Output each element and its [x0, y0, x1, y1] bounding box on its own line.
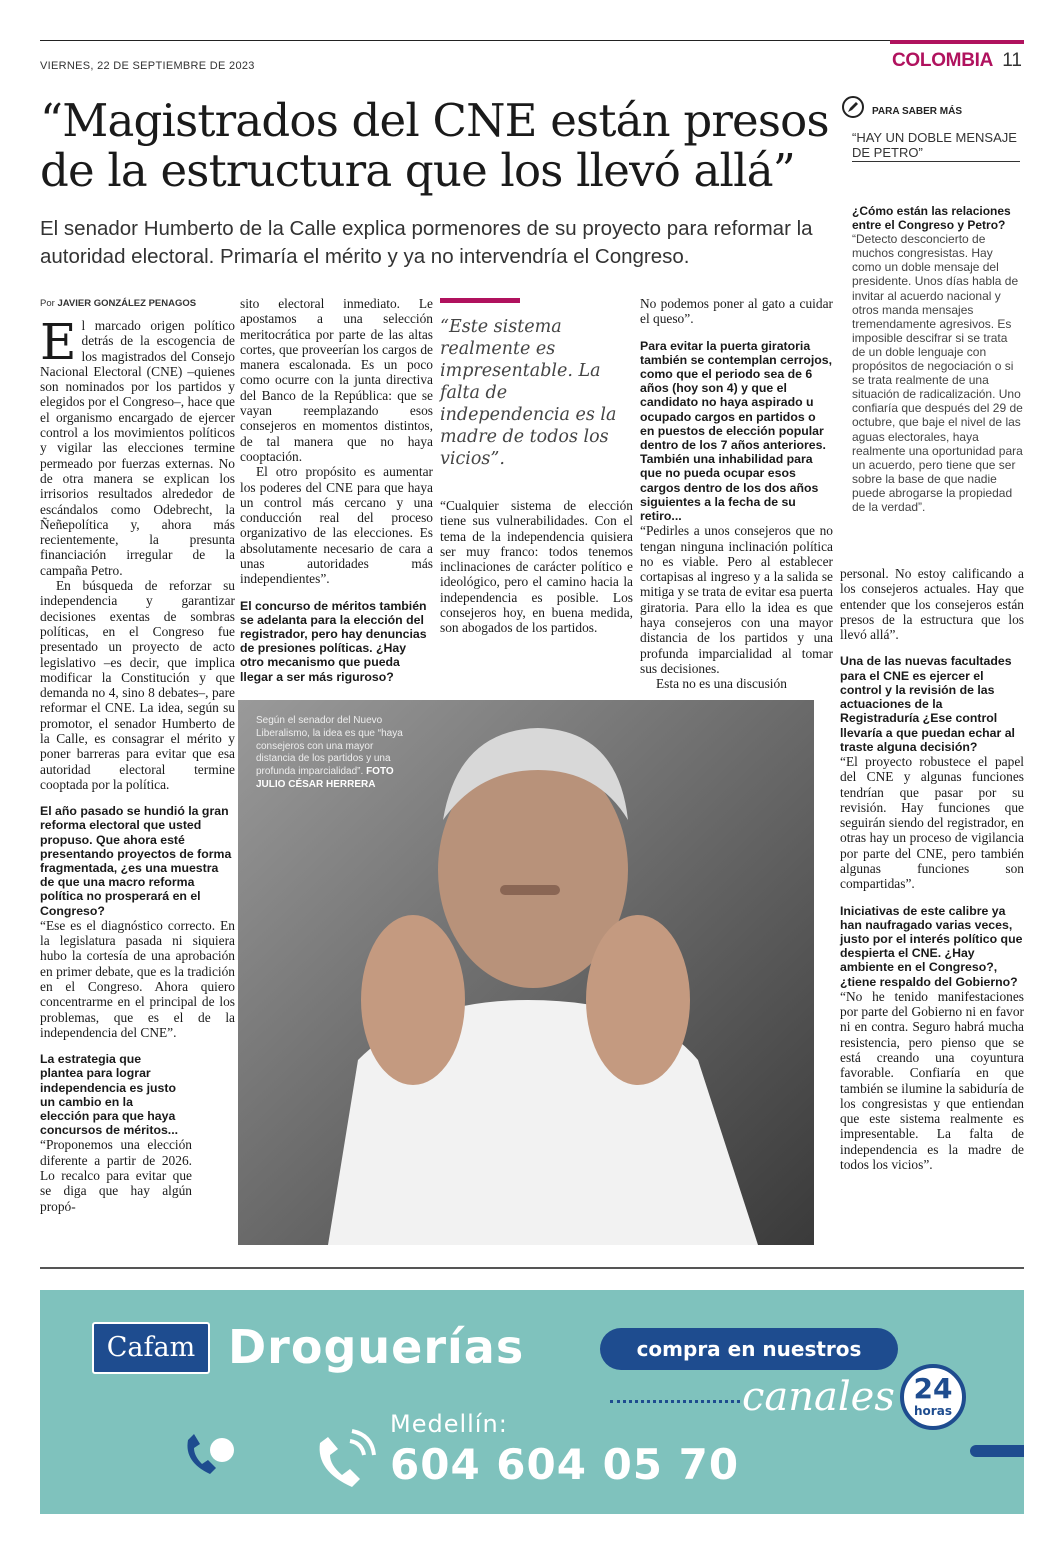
sidebar-question: ¿Cómo están las relaciones entre el Congreso y Petro?	[852, 204, 1011, 233]
paragraph: sito electoral inmediato. Le apostamos a una selección meritocrática por parte de las altas cortes, que proveerían los cargos de manera escalonada. Es un poco como ocurre con la junta directiva del Banco de la República: que se vayan reemplazando esos consejeros en momentos distintos, de tal manera que no haya cooptación.	[240, 296, 433, 464]
page-number: 11	[1002, 50, 1022, 71]
article-column-5	[840, 566, 1024, 1172]
paragraph: personal. No estoy calificando a los consejeros actuales. Hay que entender que los consejeros están presos de la estructura que los llevó allá”.	[840, 566, 1024, 643]
intro-text: l marcado origen político detrás de la escogencia de los magistrados del Consejo Nacional Electoral (CNE) –quienes son nominados por los partidos y elegidos por el Congreso–, hace que el organismo encargado de ejercer control a los movimientos políticos y vigilar las elecciones termine permeado por fuerzas externas. No de otra manera se explican los irrisorios resultados alrededor de escándalos como Odebrecht, la Ñeñepolítica y, ahora más recientemente, la presunta financiación irregular de la campaña Petro.	[40, 318, 235, 578]
badge-number: 24	[913, 1372, 953, 1405]
interview-answer: “Proponemos una elección diferente a partir de 2026. Lo recalco para evitar que se diga que hay algún propó-	[40, 1137, 192, 1214]
paragraph: En búsqueda de reforzar su independencia y garantizar decisiones exentas de sombras políticas, en el Congreso fue presentado un proyecto de acto legislativo –es decir, que implica modificar la Constitución y que demanda no 4, sino 8 debates–, pare reformar el CNE. La idea, según su promotor, el senador Humberto de la Calle, es consagrar el mérito y poner barreras para evitar que esa autoridad electoral termine cooptada por la política.	[40, 578, 235, 792]
ad-stripe	[970, 1445, 1024, 1457]
phone-dot-icon	[180, 1420, 240, 1480]
ad-phone-number[interactable]: 604 604 05 70	[390, 1440, 740, 1489]
byline-prefix: Por	[40, 298, 55, 309]
article-column-1	[40, 313, 235, 1214]
pen-icon	[842, 96, 864, 118]
sidebar-answer: “Detecto desconcierto de muchos congresistas. Hay como un doble mensaje del presidente. Unos días habla de invitar al acuerdo nacional y otros manda mensajes tremendamente agresivos. Es imposible descifrar si se trata de un doble lenguaje con propósitos de negociación o si se trata realmente de una situación de radicalización. Uno confiaría que después del 29 de octubre, que baje el nivel de las aguas electorales, haya realmente una oportunidad para un acuerdo, pero tiene que ser sobre la base de que nadie puede abrogarse la propiedad de la verdad”.	[852, 232, 1023, 514]
interview-answer: “No he tenido manifestaciones por parte del Gobierno ni en favor ni en contra. Seguro habrá mucha resistencia, pero pienso que se está creando una coyuntura favorable. Confiaría en que también se ilumine la sabiduría de los congresistas y que entiendan que este sistema realmente es impresentable. La falta de independencia es la madre de todos los vicios”.	[840, 988, 1024, 1173]
paragraph: Esta no es una discusión	[656, 676, 787, 692]
ad-dotted-line	[610, 1400, 740, 1403]
interview-answer: “Pedirles a unos consejeros que no tengan ninguna inclinación política no es viable. Pero al establecer cortapisas al ingreso y a la salida se mitiga y se trata de evitar esa puerta giratoria. Para ello la idea es que haya consejeros con una mayor distancia de los partidos y una profunda imparcialidad al tomar sus decisiones.	[640, 523, 833, 676]
interview-question: El año pasado se hundió la gran reforma electoral que usted propuso. Que ahora esté presentando proyectos de forma fragmentada, ¿es una muestra de que una macro reforma política no prosperará en el Congreso?	[40, 804, 232, 918]
interview-question: La estrategia que plantea para lograr independencia es justo un cambio en la elección para que haya concursos de méritos...	[40, 1052, 179, 1138]
interview-question: Una de las nuevas facultades para el CNE es ejercer el control y la revisión de las actuaciones de la Registraduría ¿Ese control llevaría a que puedan echar al traste alguna decisión?	[840, 654, 1015, 754]
headline-line-1: “Magistrados del CNE están presos	[40, 94, 829, 147]
article-column-2	[240, 296, 433, 684]
caption-text: Según el senador del Nuevo Liberalismo, la idea es que “haya consejeros con una mayor distancia de los partidos y una profunda imparcialidad”.	[256, 715, 403, 778]
24-hours-badge	[900, 1364, 966, 1430]
ad-city: Medellín:	[390, 1410, 508, 1438]
issue-date: VIERNES, 22 DE SEPTIEMBRE DE 2023	[40, 60, 255, 72]
subheadline: El senador Humberto de la Calle explica pormenores de su proyecto para reformar la autoridad electoral. Primaría el mérito y ya no intervendría el Congreso.	[40, 217, 813, 268]
article-column-4	[640, 296, 833, 692]
byline-author: JAVIER GONZÁLEZ PENAGOS	[57, 298, 197, 309]
photo-credit: FOTO JULIO CÉSAR HERRERA	[256, 766, 394, 790]
drop-cap: E	[40, 313, 77, 371]
badge-label: horas	[914, 1404, 952, 1418]
sidebar-kicker: PARA SABER MÁS	[872, 106, 963, 117]
section-name: COLOMBIA	[892, 50, 994, 71]
interview-question: Iniciativas de este calibre ya han naufragado varias veces, justo por el interés político que despierta el CNE. ¿Hay ambiente en el Congreso?, ¿tiene respaldo del Gobierno?	[840, 903, 1023, 989]
phone-icon	[310, 1425, 380, 1495]
ad-pill: compra en nuestros	[600, 1328, 898, 1370]
pull-quote-bar	[440, 298, 520, 303]
bottom-rule	[40, 1267, 1024, 1269]
article-column-3	[440, 498, 633, 636]
top-rule	[40, 40, 1024, 41]
headline	[40, 96, 830, 196]
sidebar-body	[852, 204, 1024, 514]
advertisement[interactable]	[40, 1290, 1024, 1514]
interview-answer: “Ese es el diagnóstico correcto. En la legislatura pasada ni siquiera hubo la cortesía de una aprobación en primer debate, que es la tradición en el Congreso. Ahora quiero concentrarme en el principal de los problemas, que es el de la independencia del CNE”.	[40, 917, 235, 1040]
interview-question: Para evitar la puerta giratoria también se contemplan cerrojos, como que el periodo sea de 6 años (hoy son 4) y que el candidato no haya aspirado u ocupado cargos en partidos o en puestos de elección popular dentro de los 7 años anteriores. También una inhabilidad para que no pueda ocupar esos cargos dentro de los dos años siguientes a la fecha de su retiro...	[640, 338, 833, 524]
byline	[40, 298, 196, 309]
interview-answer: “Cualquier sistema de elección tiene sus vulnerabilidades. Con el tema de la independencia quisiera ser muy franco: todos tenemos inclinaciones de carácter político e ideológico, pero el camino hacia la independencia es posible. Los consejeros hoy, en buena medida, son abogados de los partidos.	[440, 498, 633, 636]
sidebar-title: “HAY UN DOBLE MENSAJE DE PETRO”	[852, 130, 1020, 162]
section-header	[890, 40, 1024, 72]
ad-brand: Droguerías	[228, 1320, 525, 1374]
paragraph: No podemos poner al gato a cuidar el queso”.	[640, 296, 833, 327]
interview-question: El concurso de méritos también se adelanta para la elección del registrador, pero hay denuncias de presiones políticas. ¿Hay otro mecanismo que pueda llegar a ser más riguroso?	[240, 598, 427, 684]
pull-quote: “Este sistema realmente es impresentable. La falta de independencia es la madre de todos los vicios”.	[440, 317, 617, 469]
cafam-logo: Cafam	[92, 1322, 210, 1374]
photo-caption	[256, 715, 406, 792]
headline-line-2: de la estructura que los llevó allá”	[40, 144, 795, 197]
interview-answer: “El proyecto robustece el papel del CNE y algunas funciones tendrían que pasar por su revisión. Hay funciones que seguirán siendo del registrador, en otras hay un proceso de vigilancia por parte del CNE, pero también algunas funciones son compartidas”.	[840, 753, 1024, 892]
paragraph: El otro propósito es aumentar los poderes del CNE para que haya un control más cercano y una conducción real del proceso organizativo de las elecciones. Es absolutamente necesario de cara a unas autoridades más independientes”.	[240, 464, 433, 587]
intro-paragraph	[40, 313, 235, 578]
ad-canales: canales	[742, 1374, 895, 1420]
